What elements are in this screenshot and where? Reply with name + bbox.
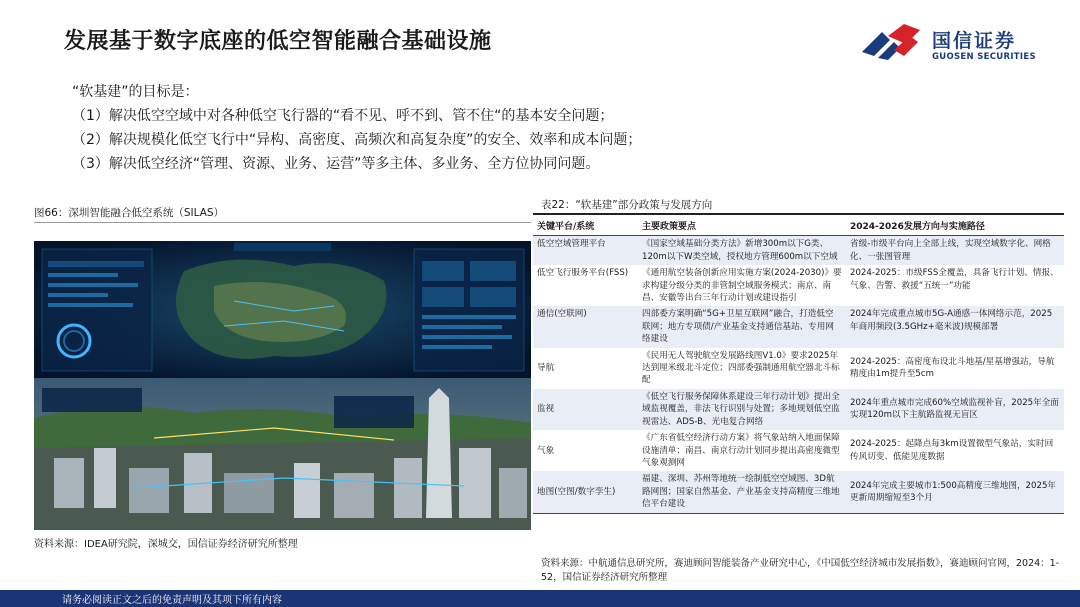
table-cell: 导航 (537, 363, 555, 374)
footer-disclaimer: 请务必阅读正文之后的免责声明及其项下所有内容 (62, 595, 282, 606)
table-cell: 通信(空联网) (533, 306, 638, 347)
figure-divider (34, 222, 531, 223)
table-cell: 低空飞行服务平台(FSS) (537, 268, 629, 279)
table-cell: 气象 (537, 445, 555, 456)
figure-caption: 图66：深圳智能融合低空系统（SILAS） (34, 207, 225, 219)
table-cell: 2024年重点城市完成60%空域监视补盲，2025年全面实现120m以下主航路监视无盲区 (846, 389, 1064, 430)
company-logo (860, 22, 1060, 66)
table-cell: 低空空域管理平台 (533, 236, 638, 265)
table-cell: 2024年完成重点城市5G-A通感一体网络示范，2025年商用频段(3.5GHz+毫米波)规模部署 (846, 306, 1064, 347)
table-row (533, 306, 1064, 347)
table-cell: 省级-市级平台向上全部上线，实现空域数字化、网格化、一张图管理 (846, 236, 1064, 265)
figure-source: 资料来源：IDEA研究院，深城交，国信证券经济研究所整理 (34, 539, 298, 550)
table-row (533, 236, 1064, 265)
table-header-cell: 2024-2026发展方向与实施路径 (846, 214, 1064, 236)
logo-chinese-name: 国信证券 (932, 30, 1017, 52)
policy-table (533, 213, 1064, 514)
intro-line: （3）解决低空经济“管理、资源、业务、运营”等多主体、多业务、全方位协同问题。 (72, 156, 600, 172)
table-cell: 监视 (533, 389, 638, 430)
table-row (533, 389, 1064, 430)
table-header-cell: 关键平台/系统 (533, 214, 638, 236)
silas-dashboard-map-image (34, 241, 531, 378)
table-row (533, 471, 1064, 513)
table-cell: 2024-2025：起降点每3km设置微型气象站，实时回传风切变、低能见度数据 (850, 439, 1054, 462)
logo-english-name: GUOSEN SECURITIES (932, 52, 1036, 62)
table-row (533, 348, 1064, 389)
table-cell: 《低空飞行服务保障体系建设三年行动计划》提出全域监视覆盖，非法飞行识别与处置；多地规划低空监视雷达、ADS-B、光电复合网络 (638, 389, 846, 430)
table-row (533, 265, 1064, 306)
table-cell: 地图(空图/数字孪生) (533, 471, 638, 513)
table-header-cell: 主要政策要点 (638, 214, 846, 236)
table-cell: 《通用航空装备创新应用实施方案(2024-2030)》要求构建分级分类的非管制空域服务模式；南京、南昌、安徽等出台三年行动计划或建设指引 (642, 268, 842, 304)
intro-line: （2）解决规模化低空飞行中“异构、高密度、高频次和高复杂度”的安全、效率和成本问题； (72, 132, 642, 148)
page-title: 发展基于数字底座的低空智能融合基础设施 (64, 29, 492, 54)
table-caption: 表22：“软基建”部分政策与发展方向 (541, 199, 713, 211)
footer-bar (0, 590, 1080, 607)
intro-line: （1）解决低空空域中对各种低空飞行器的“看不见、呼不到、管不住“的基本安全问题； (72, 108, 614, 124)
table-cell: 2024-2025：高密度布设北斗地基/星基增强站，导航精度由1m提升至5cm (850, 356, 1055, 380)
table-cell: 2024年完成主要城市1:500高精度三维地图，2025年更新周期缩短至3个月 (846, 471, 1064, 513)
table-row (533, 430, 1064, 471)
table-cell: 《广东省低空经济行动方案》将气象站纳入地面保障设施清单；南昌、南京行动计划同步提出高密度微型气象观测网 (642, 433, 840, 468)
table-cell: 福建、深圳、苏州等地统一绘制低空空域图、3D航路网图；国家自然基金、产业基金支持高精度三维地信平台建设 (638, 471, 846, 513)
table-cell: 《国家空域基础分类方法》新增300m以下G类、120m以下W类空域，授权地方管理600m以下空域 (638, 236, 846, 265)
intro-line: “软基建”的目标是： (72, 84, 199, 100)
table-header-row (533, 214, 1064, 236)
table-cell: 2024-2025：市级FSS全覆盖，具备飞行计划、情报、气象、告警、救援“五统一”功能 (850, 268, 1059, 291)
table-cell: 《民用无人驾驶航空发展路线图V1.0》要求2025年达到厘米级北斗定位；四部委强制通用航空器北斗标配 (642, 350, 840, 386)
guosen-logo-icon (860, 22, 922, 66)
intro-text (72, 80, 641, 176)
table-source: 资料来源：中航通信息研究所，赛迪顾问智能装备产业研究中心，《中国低空经济城市发展指数》，赛迪顾问官网，2024：1-52，国信证券经济研究所整理 (541, 558, 1060, 583)
silas-3d-city-image (34, 378, 531, 530)
table-cell: 四部委方案明确“5G+卫星互联网”融合，打造低空联网；地方专项债/产业基金支持通信基站、专用网络建设 (638, 306, 846, 347)
